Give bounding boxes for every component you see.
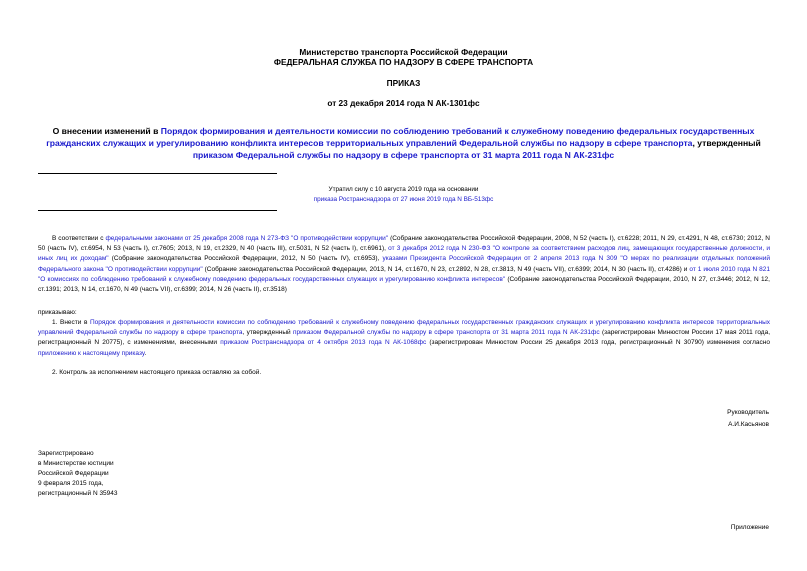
divider-top <box>38 173 277 174</box>
document-date: от 23 декабря 2014 года N АК-1301фс <box>327 98 480 108</box>
preamble-text: В соответствии с <box>52 235 106 242</box>
order-word: приказываю: <box>38 309 77 316</box>
preamble-text: (Собрание законодательства Российской Федерации, 2010, N 27, ст.3446; 2012, N 12, ст.1391; 2013, N 14, ст.1670, N 49 (часть VII), ст.6399; 2014, N 26 (часть II), ст.3518) <box>38 275 770 294</box>
title-link-order[interactable]: приказом Федеральной службы по надзору в сфере транспорта от 31 марта 2011 года N АК-231фс <box>192 150 615 160</box>
preamble-paragraph <box>38 234 770 295</box>
document-type: ПРИКАЗ <box>386 78 421 88</box>
item-1-paragraph <box>38 318 770 359</box>
registration-line-4: 9 февраля 2015 года, <box>38 480 104 487</box>
title-link-procedure[interactable]: Порядок формирования и деятельности комиссии по соблюдению требований к служебному поведению федеральных государственных гражданских служащих и урегулированию конфликта интересов территориальных управлений Федеральной службы по надзору в сфере транспорта <box>46 126 755 148</box>
item-1-text: , утвержденный <box>242 329 293 337</box>
title-text: О внесении изменений в <box>52 126 161 136</box>
registration-line-3: Российской Федерации <box>38 470 109 477</box>
service-name: ФЕДЕРАЛЬНАЯ СЛУЖБА ПО НАДЗОРУ В СФЕРЕ ТРАНСПОРТА <box>273 57 534 67</box>
preamble-text: (Собрание законодательства Российской Федерации, 2012, N 50 (часть IV), ст.6953), <box>108 255 383 263</box>
preamble-link-230fz[interactable]: от 3 декабря 2012 года N 230-ФЗ "О контроле за соответствием расходов лиц, замещающих государственные должности, и иных лиц их доходам" <box>38 245 771 263</box>
preamble-link-decree-309[interactable]: указами Президента Российской Федерации от 2 апреля 2013 года N 309 "О мерах по реализации отдельных положений Федерального закона "О противодействии коррупции" <box>38 255 770 273</box>
item-1-link-procedure[interactable]: Порядок формирования и деятельности комиссии по соблюдению требований к служебному поведению федеральных государственных гражданских служащих и урегулированию конфликта интересов территориальных управлений Федеральной службы по надзору в сфере транспорта <box>38 319 770 337</box>
appendix-label: Приложение <box>730 524 769 531</box>
registration-line-1: Зарегистрировано <box>38 450 94 457</box>
item-1-link-appendix[interactable]: приложению к настоящему приказу <box>38 349 145 357</box>
preamble-link-decree-821[interactable]: от 1 июля 2010 года N 821 "О комиссиях по соблюдению требований к служебному поведению федеральных государственных служащих и урегулированию конфликта интересов" <box>38 265 771 283</box>
preamble-text: (Собрание законодательства Российской Федерации, 2008, N 52 (часть I), ст.6228; 2011, N 29, ст.4291, N 48, ст.6730; 2012, N 50 (часть IV), ст.6954, N 53 (часть I), ст.7605; 2013, N 19, ст.2329, N 40 (часть III), ст.5031, N 52 (часть I), ст.6961), <box>38 235 770 253</box>
document-title <box>30 125 777 161</box>
item-1-text: (зарегистрирован Минюстом России 25 декабря 2013 года, регистрационный N 30790) изменения согласно <box>426 339 770 347</box>
item-1-link-order-1068[interactable]: приказом Ространснадзора от 4 октября 2013 года N АК-1068фс <box>220 339 427 347</box>
item-1-text: . <box>144 349 147 357</box>
item-1-text: 1. Внести в <box>52 319 90 326</box>
item-1-text: (зарегистрирован Минюстом России 17 мая 2011 года, регистрационный N 20775), с изменениями, внесенными <box>38 329 771 347</box>
signature-name: А.И.Касьянов <box>728 421 769 428</box>
registration-line-2: в Министерстве юстиции <box>38 460 114 467</box>
item-2-paragraph: 2. Контроль за исполнением настоящего приказа оставляю за собой. <box>52 369 262 376</box>
registration-line-5: регистрационный N 35943 <box>38 490 118 497</box>
status-note-link[interactable]: приказа Ространснадзора от 27 июня 2019 года N ВБ-513фс <box>313 196 494 203</box>
title-text-mid: , утвержденный <box>692 138 761 148</box>
status-note-line-1: Утратил силу с 10 августа 2019 года на основании <box>328 186 479 193</box>
preamble-link-273fz[interactable]: федеральными законами от 25 декабря 2008 года N 273-ФЗ "О противодействии коррупции" <box>105 235 389 242</box>
divider-bottom <box>38 210 277 211</box>
preamble-text: (Собрание законодательства Российской Федерации, 2013, N 14, ст.1670, N 23, ст.2892, N 28, ст.3813, N 49 (часть VII), ст.6399; 2014, N 30 (часть II), ст.4286) и <box>202 265 690 273</box>
signature-position: Руководитель <box>727 409 769 416</box>
item-1-link-order-231[interactable]: приказом Федеральной службы по надзору в сфере транспорта от 31 марта 2011 года N АК-231фс <box>293 329 600 337</box>
ministry-name: Министерство транспорта Российской Федерации <box>299 47 508 57</box>
